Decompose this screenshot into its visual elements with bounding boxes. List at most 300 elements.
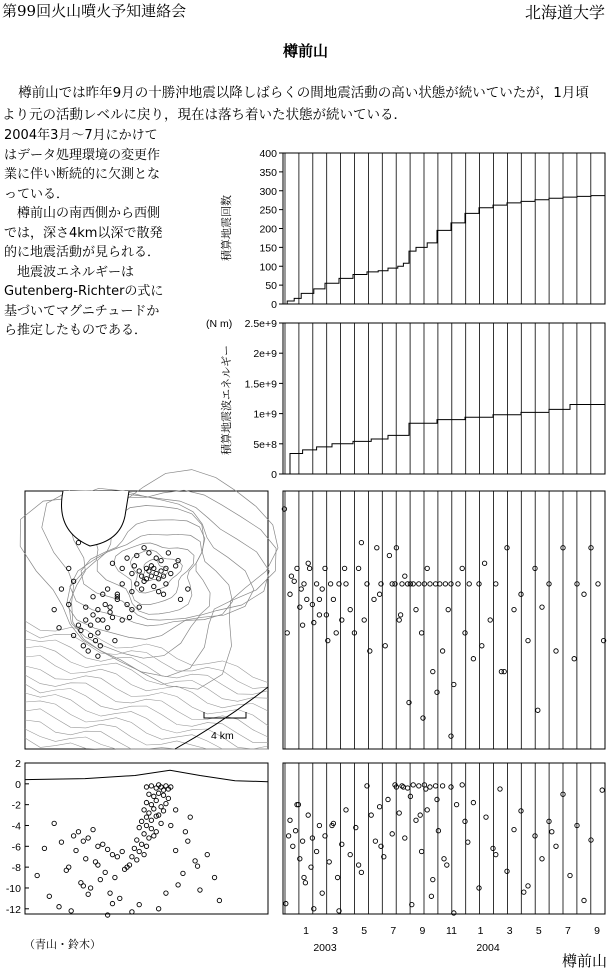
hypocenter-point bbox=[460, 783, 464, 787]
epicenter-point bbox=[166, 551, 170, 555]
hypocenter-point bbox=[436, 828, 440, 832]
hypocenter-point bbox=[91, 827, 95, 831]
hypocenter-point bbox=[84, 857, 88, 861]
hypocenter-point bbox=[96, 863, 100, 867]
energy-series-line bbox=[283, 405, 605, 474]
hypocenter-point bbox=[482, 561, 486, 565]
count-series-line bbox=[283, 195, 605, 304]
hypocenter-point bbox=[372, 597, 376, 601]
hypocenter-point bbox=[477, 886, 481, 890]
depth-y-tick-label: 0 bbox=[15, 778, 21, 791]
energy-y-tick-label: 1.5e+9 bbox=[244, 378, 277, 391]
count-y-tick-label: 400 bbox=[259, 148, 277, 160]
hypocenter-point bbox=[118, 896, 122, 900]
epicenter-point bbox=[169, 571, 173, 575]
hypocenter-point bbox=[328, 582, 332, 586]
count-y-axis-label: 積算地震回数 bbox=[220, 195, 233, 261]
lat-time-chart bbox=[282, 491, 606, 749]
month-tick-label: 3 bbox=[506, 925, 513, 937]
hypocenter-point bbox=[161, 793, 165, 797]
month-tick-label: 7 bbox=[564, 925, 571, 937]
energy-unit-label: (N m) bbox=[206, 318, 233, 330]
epicenter-point bbox=[81, 644, 85, 648]
epicenter-point bbox=[67, 566, 71, 570]
hypocenter-point bbox=[401, 785, 405, 789]
hypocenter-point bbox=[307, 566, 311, 570]
hypocenter-point bbox=[433, 582, 437, 586]
hypocenter-point bbox=[425, 808, 429, 812]
hypocenter-point bbox=[144, 800, 148, 804]
hypocenter-point bbox=[600, 788, 604, 792]
month-tick-label: 9 bbox=[594, 925, 600, 937]
hypocenter-point bbox=[414, 607, 418, 611]
hypocenter-point bbox=[183, 830, 187, 834]
page-title: 樽前山 bbox=[282, 42, 328, 60]
epicenter-point bbox=[57, 626, 61, 630]
hypocenter-point bbox=[359, 870, 363, 874]
hypocenter-point bbox=[397, 618, 401, 622]
hypocenter-point bbox=[159, 821, 163, 825]
hypocenter-point bbox=[42, 846, 46, 850]
hypocenter-point bbox=[463, 631, 467, 635]
depth-y-tick-label: -6 bbox=[11, 841, 21, 854]
hypocenter-point bbox=[293, 828, 297, 832]
depth-y-tick-label: -12 bbox=[5, 903, 21, 916]
hypocenter-point bbox=[526, 884, 530, 888]
hypocenter-point bbox=[334, 631, 338, 635]
depth-y-tick-label: -2 bbox=[11, 799, 21, 812]
hypocenter-point bbox=[76, 830, 80, 834]
hypocenter-point bbox=[317, 597, 321, 601]
hypocenter-point bbox=[137, 849, 141, 853]
epicenter-point bbox=[137, 569, 141, 573]
hypocenter-point bbox=[356, 863, 360, 867]
epicenter-point bbox=[127, 615, 131, 619]
hypocenter-point bbox=[502, 669, 506, 673]
hypocenter-point bbox=[137, 902, 141, 906]
hypocenter-point bbox=[300, 839, 304, 843]
hypocenter-point bbox=[512, 827, 516, 831]
month-tick-label: 1 bbox=[303, 925, 309, 937]
hypocenter-point bbox=[317, 613, 321, 617]
hypocenter-point bbox=[554, 649, 558, 653]
hypocenter-point bbox=[463, 819, 467, 823]
hypocenter-point bbox=[144, 844, 148, 848]
hypocenter-point bbox=[449, 785, 453, 789]
hypocenter-point bbox=[310, 602, 314, 606]
hypocenter-point bbox=[344, 808, 348, 812]
epicenter-map-panel bbox=[20, 470, 278, 749]
epicenter-point bbox=[159, 569, 163, 573]
hypocenter-point bbox=[292, 579, 296, 583]
epicenter-point bbox=[178, 597, 182, 601]
depth-y-tick-label: -8 bbox=[11, 862, 21, 875]
hypocenter-point bbox=[69, 909, 73, 913]
hypocenter-point bbox=[498, 787, 502, 791]
hypocenter-point bbox=[156, 907, 160, 911]
scale-bar bbox=[204, 712, 246, 718]
cumulative-count-chart bbox=[219, 148, 605, 311]
epicenter-point bbox=[125, 556, 129, 560]
hypocenter-point bbox=[550, 830, 554, 834]
energy-y-axis-label: 積算地震波エネルギー bbox=[220, 345, 233, 455]
epicenter-point bbox=[108, 605, 112, 609]
hypocenter-point bbox=[522, 890, 526, 894]
hypocenter-point bbox=[369, 813, 373, 817]
hypocenter-point bbox=[110, 901, 114, 905]
hypocenter-point bbox=[442, 857, 446, 861]
depth-section-chart bbox=[6, 758, 268, 917]
hypocenter-point bbox=[288, 818, 292, 822]
epicenter-point bbox=[105, 626, 109, 630]
hypocenter-point bbox=[64, 868, 68, 872]
hypocenter-point bbox=[512, 607, 516, 611]
count-y-tick-label: 250 bbox=[259, 204, 277, 217]
contour-line bbox=[25, 630, 268, 689]
hypocenter-point bbox=[286, 834, 290, 838]
hypocenter-point bbox=[139, 842, 143, 846]
energy-y-tick-label: 0 bbox=[271, 469, 277, 481]
hypocenter-point bbox=[471, 800, 475, 804]
hypocenter-point bbox=[431, 669, 435, 673]
hypocenter-point bbox=[147, 811, 151, 815]
hypocenter-point bbox=[288, 592, 292, 596]
hypocenter-point bbox=[456, 582, 460, 586]
epicenter-point bbox=[59, 587, 63, 591]
epicenter-point bbox=[96, 618, 100, 622]
hypocenter-point bbox=[101, 842, 105, 846]
epicenter-point bbox=[91, 595, 95, 599]
contour-line bbox=[25, 656, 268, 712]
hypocenter-point bbox=[137, 825, 141, 829]
hypocenter-point bbox=[327, 860, 331, 864]
hypocenter-point bbox=[471, 657, 475, 661]
hypocenter-point bbox=[289, 574, 293, 578]
cumulative-energy-chart bbox=[206, 318, 605, 481]
hypocenter-point bbox=[284, 901, 288, 905]
hypocenter-point bbox=[356, 566, 360, 570]
time-axis-labels bbox=[303, 925, 600, 954]
hypocenter-point bbox=[149, 818, 153, 822]
energy-frame bbox=[283, 323, 605, 474]
hypocenter-point bbox=[120, 849, 124, 853]
epicenter-point bbox=[154, 556, 158, 560]
energy-y-tick-label: 2e+9 bbox=[253, 348, 277, 361]
month-tick-label: 1 bbox=[477, 925, 484, 937]
count-y-tick-label: 100 bbox=[259, 261, 277, 274]
hypocenter-point bbox=[149, 784, 153, 788]
hypocenter-point bbox=[467, 582, 471, 586]
contour-line bbox=[20, 470, 278, 690]
hypocenter-point bbox=[428, 582, 432, 586]
hypocenter-point bbox=[173, 808, 177, 812]
hypocenter-point bbox=[400, 582, 404, 586]
hypocenter-point bbox=[417, 784, 421, 788]
epicenter-point bbox=[120, 582, 124, 586]
hypocenter-point bbox=[317, 823, 321, 827]
epicenter-point bbox=[120, 618, 124, 622]
epicenter-point bbox=[96, 654, 100, 658]
hypocenter-point bbox=[212, 875, 216, 879]
hypocenter-point bbox=[440, 649, 444, 653]
hypocenter-point bbox=[198, 888, 202, 892]
epicenter-point bbox=[173, 564, 177, 568]
hypocenter-point bbox=[488, 618, 492, 622]
hypocenter-point bbox=[428, 785, 432, 789]
hypocenter-point bbox=[405, 786, 409, 790]
month-tick-label: 7 bbox=[390, 925, 397, 937]
hypocenter-point bbox=[418, 813, 422, 817]
epicenter-point bbox=[149, 574, 153, 578]
hypocenter-point bbox=[403, 574, 407, 578]
meeting-header: 第99回火山噴火予知連絡会 bbox=[2, 2, 187, 20]
hypocenter-point bbox=[359, 540, 363, 544]
hypocenter-point bbox=[312, 620, 316, 624]
epicenter-point bbox=[137, 605, 141, 609]
hypocenter-point bbox=[47, 894, 51, 898]
hypocenter-point bbox=[169, 823, 173, 827]
hypocenter-point bbox=[154, 830, 158, 834]
hypocenter-point bbox=[144, 815, 148, 819]
depth-time-frame bbox=[283, 763, 605, 914]
hypocenter-point bbox=[344, 582, 348, 586]
hypocenter-point bbox=[446, 607, 450, 611]
hypocenter-point bbox=[135, 838, 139, 842]
hypocenter-point bbox=[110, 852, 114, 856]
hypocenter-point bbox=[205, 852, 209, 856]
count-frame bbox=[283, 153, 605, 304]
hypocenter-point bbox=[105, 847, 109, 851]
hypocenter-point bbox=[152, 834, 156, 838]
hypocenter-point bbox=[449, 734, 453, 738]
depth-y-tick-label: -10 bbox=[5, 882, 21, 895]
hypocenter-point bbox=[477, 582, 481, 586]
hypocenter-point bbox=[142, 808, 146, 812]
epicenter-point bbox=[147, 551, 151, 555]
hypocenter-point bbox=[144, 823, 148, 827]
hypocenter-point bbox=[103, 870, 107, 874]
hypocenter-point bbox=[306, 561, 310, 565]
month-tick-label: 9 bbox=[419, 925, 426, 937]
hypocenter-point bbox=[285, 631, 289, 635]
epicenter-point bbox=[86, 649, 90, 653]
year-label-2003: 2003 bbox=[313, 942, 337, 954]
hypocenter-point bbox=[147, 792, 151, 796]
hypocenter-point bbox=[303, 881, 307, 885]
hypocenter-point bbox=[494, 582, 498, 586]
epicenter-point bbox=[132, 564, 136, 568]
hypocenter-point bbox=[582, 592, 586, 596]
lake-shoreline bbox=[62, 491, 129, 546]
intro-paragraph: 樽前山では昨年9月の十勝沖地震以降しばらくの間地震活動の高い状態が続いていたが，1月頃より元の活動レベルに戻り，現在は落ち着いた状態が続いている． bbox=[2, 85, 589, 123]
hypocenter-point bbox=[494, 852, 498, 856]
hypocenter-point bbox=[152, 807, 156, 811]
hypocenter-point bbox=[130, 855, 134, 859]
hypocenter-point bbox=[554, 844, 558, 848]
contour-line bbox=[25, 639, 268, 694]
hypocenter-point bbox=[443, 582, 447, 586]
hypocenter-point bbox=[491, 846, 495, 850]
hypocenter-point bbox=[429, 894, 433, 898]
hypocenter-point bbox=[348, 607, 352, 611]
hypocenter-point bbox=[176, 883, 180, 887]
hypocenter-point bbox=[52, 821, 56, 825]
hypocenter-point bbox=[306, 813, 310, 817]
epicenter-point bbox=[142, 546, 146, 550]
epicenter-point bbox=[152, 584, 156, 588]
hypocenter-point bbox=[335, 875, 339, 879]
hypocenter-point bbox=[159, 805, 163, 809]
topography-profile bbox=[25, 770, 268, 781]
hypocenter-point bbox=[188, 815, 192, 819]
hypocenter-point bbox=[144, 785, 148, 789]
hypocenter-point bbox=[312, 907, 316, 911]
hypocenter-point bbox=[417, 582, 421, 586]
hypocenter-point bbox=[291, 844, 295, 848]
hypocenter-point bbox=[164, 801, 168, 805]
hypocenter-point bbox=[387, 553, 391, 557]
contour-line bbox=[25, 646, 268, 701]
hypocenter-point bbox=[98, 877, 102, 881]
side-paragraph-2: 樽前山の南西側から西側では，深さ4km以深で散発的に地震活動が見られる． bbox=[4, 206, 163, 260]
hypocenter-point bbox=[320, 587, 324, 591]
hypocenter-point bbox=[377, 805, 381, 809]
year-label-2004: 2004 bbox=[476, 942, 500, 954]
epicenter-point bbox=[130, 571, 134, 575]
hypocenter-point bbox=[419, 631, 423, 635]
hypocenter-point bbox=[596, 582, 600, 586]
hypocenter-point bbox=[320, 891, 324, 895]
hypocenter-point bbox=[115, 855, 119, 859]
hypocenter-point bbox=[86, 836, 90, 840]
epicenter-point bbox=[76, 540, 80, 544]
hypocenter-point bbox=[193, 859, 197, 863]
hypocenter-point bbox=[310, 836, 314, 840]
energy-y-tick-label: 1e+9 bbox=[253, 408, 277, 421]
epicenter-point bbox=[125, 602, 129, 606]
count-y-tick-label: 50 bbox=[265, 280, 277, 293]
hypocenter-point bbox=[298, 857, 302, 861]
count-y-tick-label: 300 bbox=[259, 185, 277, 198]
epicenter-point bbox=[105, 587, 109, 591]
hypocenter-point bbox=[431, 877, 435, 881]
hypocenter-point bbox=[449, 582, 453, 586]
hypocenter-point bbox=[302, 582, 306, 586]
hypocenter-point bbox=[326, 638, 330, 642]
epicenter-point bbox=[103, 602, 107, 606]
lat-time-frame bbox=[283, 491, 605, 749]
energy-y-tick-label: 5e+8 bbox=[253, 438, 277, 451]
hypocenter-point bbox=[57, 905, 61, 909]
hypocenter-point bbox=[164, 891, 168, 895]
hypocenter-point bbox=[480, 644, 484, 648]
month-tick-label: 5 bbox=[361, 925, 368, 937]
epicenter-point bbox=[139, 587, 143, 591]
month-tick-label: 5 bbox=[535, 925, 542, 937]
hypocenter-point bbox=[59, 840, 63, 844]
hypocenter-point bbox=[142, 832, 146, 836]
hypocenter-point bbox=[421, 716, 425, 720]
hypocenter-point bbox=[348, 852, 352, 856]
hypocenter-point bbox=[373, 839, 377, 843]
hypocenter-point bbox=[96, 844, 100, 848]
epicenter-point bbox=[110, 615, 114, 619]
hypocenter-point bbox=[186, 839, 190, 843]
hypocenter-point bbox=[166, 796, 170, 800]
hypocenter-point bbox=[411, 783, 415, 787]
hypocenter-point bbox=[147, 836, 151, 840]
hypocenter-point bbox=[154, 798, 158, 802]
hypocenter-point bbox=[142, 852, 146, 856]
hypocenter-point bbox=[299, 587, 303, 591]
hypocenter-point bbox=[407, 700, 411, 704]
hypocenter-point bbox=[130, 910, 134, 914]
month-tick-label: 3 bbox=[332, 925, 339, 937]
epicenter-point bbox=[120, 566, 124, 570]
hypocenter-point bbox=[582, 898, 586, 902]
depth-y-tick-label: -4 bbox=[11, 820, 21, 833]
hypocenter-point bbox=[139, 819, 143, 823]
hypocenter-point bbox=[572, 657, 576, 661]
contour-line bbox=[25, 621, 268, 683]
hypocenter-point bbox=[452, 682, 456, 686]
hypocenter-point bbox=[314, 849, 318, 853]
hypocenter-point bbox=[362, 618, 366, 622]
epicenter-point bbox=[159, 558, 163, 562]
hypocenter-point bbox=[536, 708, 540, 712]
epicenter-point bbox=[154, 571, 158, 575]
hypocenter-point bbox=[161, 809, 165, 813]
hypocenter-point bbox=[195, 864, 199, 868]
hypocenter-point bbox=[314, 582, 318, 586]
hypocenter-point bbox=[149, 826, 153, 830]
hypocenter-point bbox=[568, 873, 572, 877]
epicenter-point bbox=[101, 618, 105, 622]
hypocenter-point bbox=[540, 857, 544, 861]
hypocenter-point bbox=[484, 815, 488, 819]
epicenter-point bbox=[88, 633, 92, 637]
hypocenter-point bbox=[414, 818, 418, 822]
count-y-tick-label: 200 bbox=[259, 223, 277, 236]
epicenter-point bbox=[52, 607, 56, 611]
hypocenter-point bbox=[71, 834, 75, 838]
hypocenter-point bbox=[152, 794, 156, 798]
hypocenter-point bbox=[466, 840, 470, 844]
scale-bar-label: 4 km bbox=[211, 730, 234, 742]
hypocenter-point bbox=[377, 592, 381, 596]
hypocenter-point bbox=[135, 858, 139, 862]
hypocenter-point bbox=[149, 802, 153, 806]
hypocenter-point bbox=[342, 566, 346, 570]
epicenter-point bbox=[113, 638, 117, 642]
hypocenter-point bbox=[390, 832, 394, 836]
hypocenter-point bbox=[81, 839, 85, 843]
hypocenter-point bbox=[302, 875, 306, 879]
hypocenter-point bbox=[161, 788, 165, 792]
author-credit: （青山・鈴木） bbox=[24, 938, 101, 951]
hypocenter-point bbox=[383, 644, 387, 648]
depth-y-tick-label: 2 bbox=[15, 758, 21, 770]
hypocenter-point bbox=[305, 597, 309, 601]
hypocenter-point bbox=[454, 802, 458, 806]
hypocenter-point bbox=[397, 811, 401, 815]
hypocenter-point bbox=[108, 891, 112, 895]
epicenter-point bbox=[76, 623, 80, 627]
hypocenter-point bbox=[460, 566, 464, 570]
count-y-tick-label: 350 bbox=[259, 166, 277, 179]
count-y-tick-label: 0 bbox=[271, 299, 277, 311]
hypocenter-point bbox=[403, 836, 407, 840]
